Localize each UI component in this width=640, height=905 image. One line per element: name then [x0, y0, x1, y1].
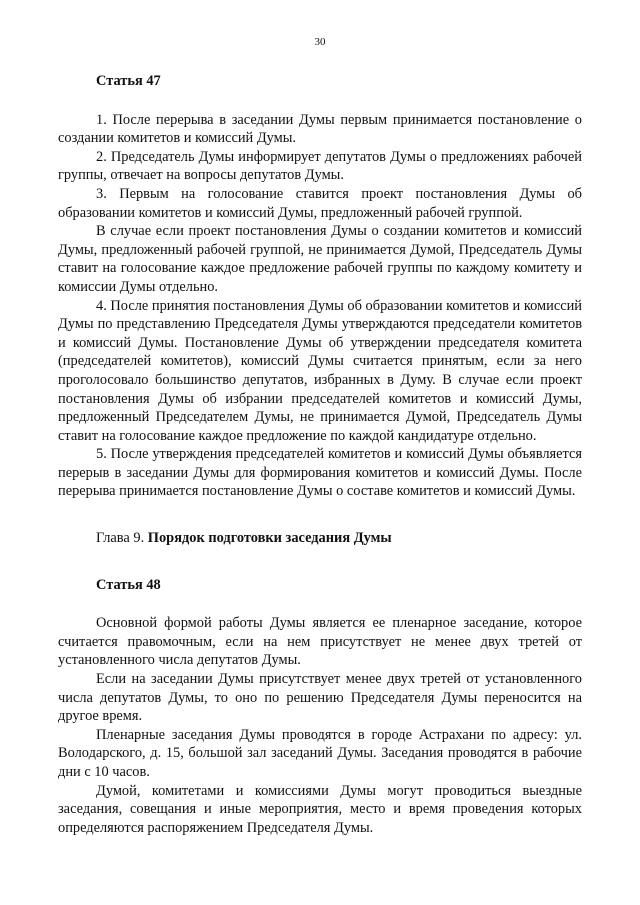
- article-47-paragraph-4: В случае если проект постановления Думы о создании комитетов и комиссий Думы, предложенный рабочей группой, не принимается Думой, Председатель Думы ставит на голосование каждое предложение рабочей группы по каждому комитету и комиссии Думы отдельно.: [58, 223, 582, 295]
- page-number: 30: [314, 36, 326, 48]
- chapter-9-title: Порядок подготовки заседания Думы: [147, 530, 392, 547]
- document-body: [58, 72, 582, 837]
- article-47-body: [58, 111, 582, 501]
- article-47-paragraph-2: 2. Председатель Думы информирует депутатов Думы о предложениях рабочей группы, отвечает на вопросы депутатов Думы.: [58, 148, 582, 184]
- article-48-paragraph-4: Думой, комитетами и комиссиями Думы могут проводиться выездные заседания, совещания и иные мероприятия, место и время проведения которых определяются распоряжением Председателя Думы.: [58, 782, 582, 836]
- article-48-body: [58, 614, 582, 837]
- chapter-9-heading: [58, 529, 582, 548]
- article-48-heading: Статья 48: [96, 576, 161, 593]
- article-47-paragraph-1: 1. После перерыва в заседании Думы первым принимается постановление о создании комитетов и комиссий Думы.: [58, 111, 582, 147]
- article-48-paragraph-3: Пленарные заседания Думы проводятся в городе Астрахани по адресу: ул. Володарского, д. 15, большой зал заседаний Думы. Заседания проводятся в рабочие дни с 10 часов.: [58, 726, 582, 780]
- article-47-paragraph-5: 4. После принятия постановления Думы об образовании комитетов и комиссий Думы по представлению Председателя Думы утверждаются председатели комитетов и комиссий Думы. Постановление Думы об утверждении председателя комитета (председателей комитетов), комиссий Думы считается принятым, если за него проголосовало большинство депутатов, избранных в Думу. В случае если проект постановления Думы об избрании председателей комитетов и комиссий Думы, предложенный Председателем Думы, не принимается Думой, Председатель Думы ставит на голосование каждое предложение по каждой кандидатуре отдельно.: [58, 297, 582, 444]
- article-47-heading: Статья 47: [96, 73, 161, 89]
- article-48-paragraph-1: Основной формой работы Думы является ее пленарное заседание, которое считается правомочным, если на нем присутствует не менее двух третей от установленного числа депутатов Думы.: [58, 615, 582, 669]
- article-47-paragraph-3: 3. Первым на голосование ставится проект постановления Думы об образовании комитетов и комиссий Думы, предложенный рабочей группой.: [58, 185, 582, 221]
- article-47-paragraph-6: 5. После утверждения председателей комитетов и комиссий Думы объявляется перерыв в заседании Думы для формирования комитетов и комиссий Думы. После перерыва принимается постановление Думы о составе комитетов и комиссий Думы.: [58, 446, 582, 500]
- chapter-9-prefix: Глава 9.: [96, 530, 148, 547]
- article-48-paragraph-2: Если на заседании Думы присутствует менее двух третей от установленного числа депутатов Думы, то оно по решению Председателя Думы переносится на другое время.: [58, 671, 582, 725]
